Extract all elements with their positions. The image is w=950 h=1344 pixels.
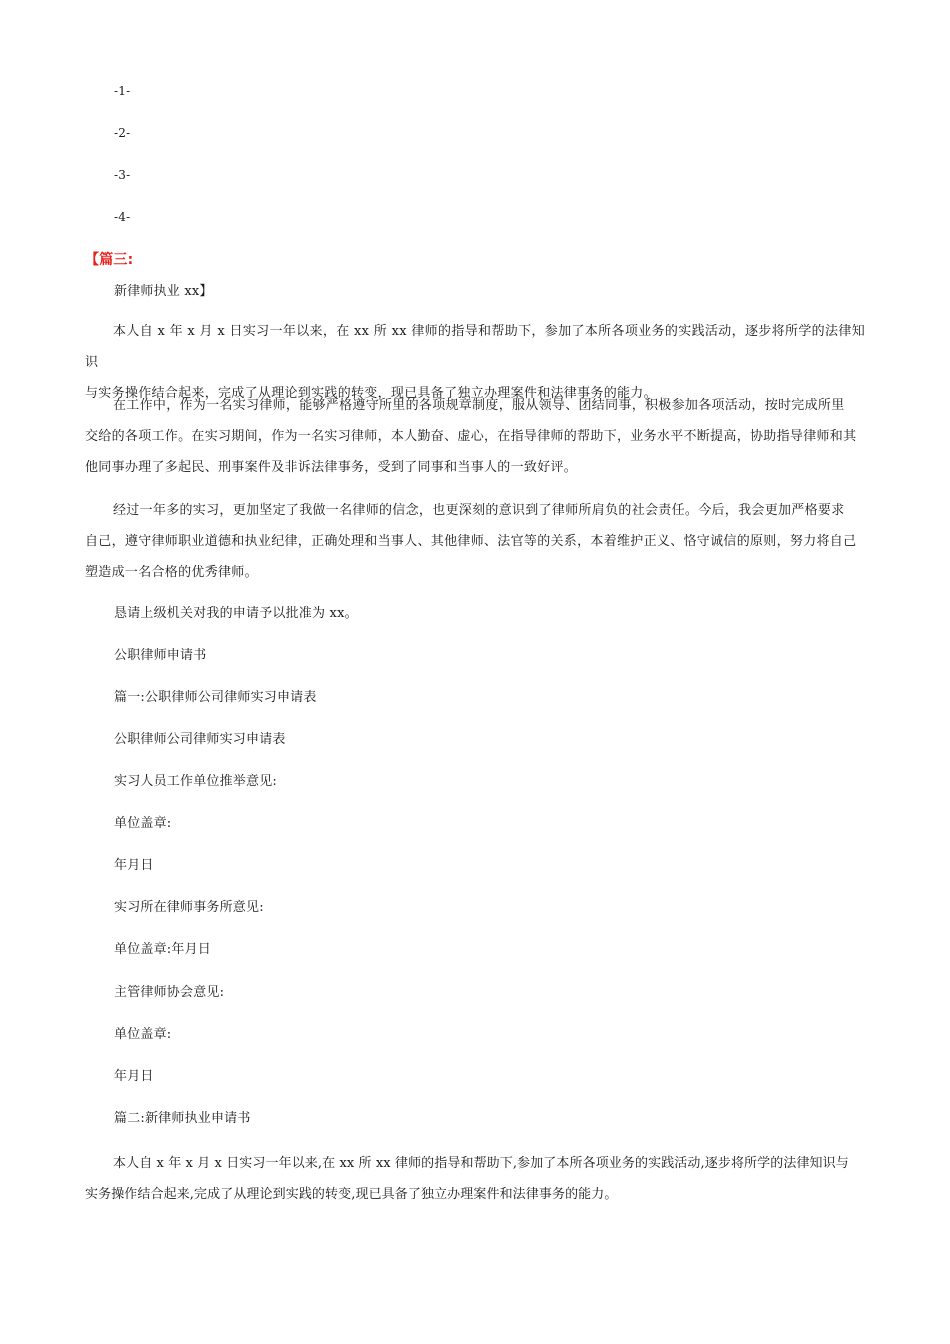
paragraph-3-line-2: 自己，遵守律师职业道德和执业纪律，正确处理和当事人、其他律师、法官等的关系，本着维护正义、恪守诚信的原则，努力将自己 <box>85 534 857 549</box>
employer-opinion-label: 实习人员工作单位推举意见: <box>114 774 277 789</box>
paragraph-3-line-1: 经过一年多的实习，更加坚定了我做一名律师的信念，也更深刻的意识到了律师所肩负的社会责任。今后，我会更加严格要求 <box>113 503 845 518</box>
seal-label-2: 单位盖章: <box>114 1027 172 1042</box>
seal-date-label: 单位盖章:年月日 <box>114 942 211 957</box>
paragraph-2-line-3: 他同事办理了多起民、刑事案件及非诉法律事务，受到了同事和当事人的一致好评。 <box>85 460 578 475</box>
paragraph-1-line-2: 与实务操作结合起来，完成了从理论到实践的转变，现已具备了独立办理案件和法律事务的能力。 <box>85 386 657 401</box>
paragraph-2-line-2: 交给的各项工作。在实习期间，作为一名实习律师，本人勤奋、虚心，在指导律师的帮助下，业务水平不断提高，协助指导律师和其 <box>85 429 857 444</box>
date-label-2: 年月日 <box>114 1069 154 1084</box>
page-number-3: -3- <box>114 168 131 182</box>
date-label-1: 年月日 <box>114 858 154 873</box>
page-number-2: -2- <box>114 126 131 140</box>
paragraph-4-line-1: 本人自 x 年 x 月 x 日实习一年以来,在 xx 所 xx 律师的指导和帮助下,参加了本所各项业务的实践活动,逐步将所学的法律知识与 <box>113 1156 849 1171</box>
paragraph-3 <box>85 495 865 588</box>
part-one-title: 篇一:公职律师公司律师实习申请表 <box>114 690 317 705</box>
paragraph-3-line-3: 塑造成一名合格的优秀律师。 <box>85 565 258 580</box>
page-number-4: -4- <box>114 210 131 224</box>
paragraph-1-line-1: 本人自 x 年 x 月 x 日实习一年以来，在 xx 所 xx 律师的指导和帮助下，参加了本所各项业务的实践活动，逐步将所学的法律知识 <box>85 324 865 370</box>
paragraph-4-line-2: 实务操作结合起来,完成了从理论到实践的转变,现已具备了独立办理案件和法律事务的能力。 <box>85 1187 618 1202</box>
part-two-title: 篇二:新律师执业申请书 <box>114 1111 251 1126</box>
page-number-1: -1- <box>114 84 131 98</box>
association-opinion-label: 主管律师协会意见: <box>114 985 225 1000</box>
firm-opinion-label: 实习所在律师事务所意见: <box>114 900 264 915</box>
seal-label-1: 单位盖章: <box>114 816 172 831</box>
doc-title: 公职律师申请书 <box>114 648 207 663</box>
form-title: 公职律师公司律师实习申请表 <box>114 732 286 747</box>
section-heading: 【篇三: <box>85 252 134 268</box>
request-line: 恳请上级机关对我的申请予以批准为 xx。 <box>114 606 358 621</box>
paragraph-2-line-1: 在工作中，作为一名实习律师，能够严格遵守所里的各项规章制度，服从领导、团结同事，积极参加各项活动，按时完成所里 <box>113 398 845 413</box>
paragraph-2 <box>85 390 865 483</box>
paragraph-4 <box>85 1148 865 1210</box>
subtitle: 新律师执业 xx】 <box>114 284 213 299</box>
